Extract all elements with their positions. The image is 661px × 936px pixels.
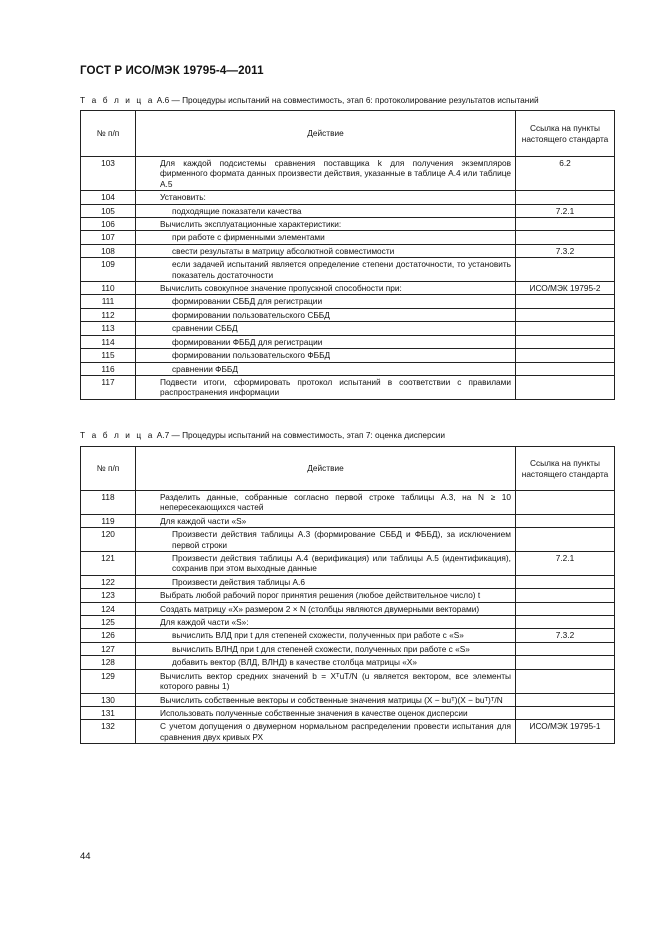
row-num: 114 [81,335,136,348]
row-ref [516,514,615,527]
row-action: Для каждой части «S» [136,514,516,527]
table-row [81,629,615,642]
row-num: 129 [81,669,136,693]
row-num: 116 [81,362,136,375]
row-num: 111 [81,295,136,308]
row-num: 107 [81,231,136,244]
row-ref [516,322,615,335]
row-action: Выбрать любой рабочий порог принятия решения (любое действительное число) t [136,589,516,602]
table-row [81,528,615,552]
row-ref [516,656,615,669]
table-a7-caption [80,430,445,440]
row-ref [516,295,615,308]
row-action: Использовать полученные собственные значения в качестве оценок дисперсии [136,706,516,719]
table-row [81,669,615,693]
row-action: Произвести действия таблицы А.3 (формирование СББД и ФББД), за исключением первой строки [136,528,516,552]
page-number: 44 [80,851,91,862]
table-a7 [80,446,615,744]
row-num: 108 [81,244,136,257]
row-num: 120 [81,528,136,552]
row-num: 105 [81,204,136,217]
row-action: формировании ФББД для регистрации [136,335,516,348]
row-ref [516,258,615,282]
row-num: 126 [81,629,136,642]
table-row [81,349,615,362]
row-action: формировании пользовательского СББД [136,308,516,321]
row-ref [516,528,615,552]
table-row [81,693,615,706]
row-action: свести результаты в матрицу абсолютной совместимости [136,244,516,257]
table-row [81,375,615,399]
header-ref: Ссылка на пункты настоящего стандарта [516,111,615,157]
row-ref [516,191,615,204]
row-ref [516,669,615,693]
row-action: сравнении ФББД [136,362,516,375]
row-ref [516,575,615,588]
table-row [81,282,615,295]
row-num: 103 [81,157,136,191]
row-num: 127 [81,642,136,655]
row-ref [516,218,615,231]
row-ref [516,362,615,375]
row-ref [516,602,615,615]
row-ref [516,349,615,362]
table-row [81,514,615,527]
row-num: 131 [81,706,136,719]
row-action: Вычислить совокупное значение пропускной способности при: [136,282,516,295]
row-action: С учетом допущения о двумерном нормальном распределении провести испытания для сравнения двух кривых РХ [136,720,516,744]
header-action: Действие [136,111,516,157]
row-num: 117 [81,375,136,399]
row-action: Вычислить собственные векторы и собственные значения матрицы (X − buᵀ)(X − buᵀ)ᵀ/N [136,693,516,706]
row-ref [516,491,615,515]
header-action: Действие [136,447,516,491]
row-action: Вычислить эксплуатационные характеристики: [136,218,516,231]
row-ref: 6.2 [516,157,615,191]
caption-text: А.7 — Процедуры испытаний на совместимость, этап 7: оценка дисперсии [156,430,446,440]
header-ref: Ссылка на пункты настоящего стандарта [516,447,615,491]
table-header-row [81,447,615,491]
row-num: 132 [81,720,136,744]
row-action: Для каждой части «S»: [136,616,516,629]
row-action: Вычислить вектор средних значений b = XᵀuT/N (u является вектором, все элементы которого равны 1) [136,669,516,693]
table-row [81,157,615,191]
row-num: 110 [81,282,136,295]
row-ref: 7.2.1 [516,204,615,217]
row-num: 118 [81,491,136,515]
row-num: 106 [81,218,136,231]
document-header: ГОСТ Р ИСО/МЭК 19795-4—2011 [80,64,264,77]
row-ref: 7.2.1 [516,552,615,576]
row-action: формировании пользовательского ФББД [136,349,516,362]
caption-prefix: Т а б л и ц а [80,95,155,105]
row-ref [516,616,615,629]
row-ref [516,693,615,706]
table-a6-caption [80,95,539,105]
table-row [81,642,615,655]
row-ref: 7.3.2 [516,244,615,257]
row-num: 113 [81,322,136,335]
row-num: 104 [81,191,136,204]
row-num: 125 [81,616,136,629]
row-ref: 7.3.2 [516,629,615,642]
row-ref [516,375,615,399]
table-row [81,362,615,375]
row-num: 115 [81,349,136,362]
table-row [81,191,615,204]
row-ref [516,335,615,348]
table-row [81,552,615,576]
row-ref [516,231,615,244]
header-num: № п/п [81,447,136,491]
row-action: сравнении СББД [136,322,516,335]
table-a6 [80,110,615,400]
table-row [81,602,615,615]
row-action: Для каждой подсистемы сравнения поставщика k для получения экземпляров фирменного формата данных произвести действия, указанные в таблице А.4 или таблице А.5 [136,157,516,191]
table-row [81,231,615,244]
row-ref [516,589,615,602]
table-row [81,295,615,308]
row-num: 121 [81,552,136,576]
table-row [81,218,615,231]
row-num: 123 [81,589,136,602]
header-num: № п/п [81,111,136,157]
table-row [81,322,615,335]
row-num: 112 [81,308,136,321]
row-ref [516,706,615,719]
row-action: формировании СББД для регистрации [136,295,516,308]
row-ref [516,642,615,655]
table-row [81,204,615,217]
row-action: Подвести итоги, сформировать протокол испытаний в соответствии с правилами распространения информации [136,375,516,399]
table-row [81,656,615,669]
caption-text: А.6 — Процедуры испытаний на совместимость, этап 6: протоколирование результатов испытаний [156,95,539,105]
row-num: 119 [81,514,136,527]
table-header-row [81,111,615,157]
row-action: если задачей испытаний является определение степени достаточности, то установить показатель достаточности [136,258,516,282]
caption-prefix: Т а б л и ц а [80,430,155,440]
row-num: 124 [81,602,136,615]
table-row [81,244,615,257]
table-row [81,308,615,321]
row-action: Установить: [136,191,516,204]
row-action: вычислить ВЛНД при t для степеней схожести, полученных при работе с «S» [136,642,516,655]
row-action: подходящие показатели качества [136,204,516,217]
row-num: 130 [81,693,136,706]
row-ref: ИСО/МЭК 19795-1 [516,720,615,744]
row-num: 122 [81,575,136,588]
row-action: Разделить данные, собранные согласно первой строке таблицы А.3, на N ≥ 10 непересекающихся частей [136,491,516,515]
table-row [81,491,615,515]
table-row [81,258,615,282]
row-action: Произвести действия таблицы А.4 (верификация) или таблицы А.5 (идентификация), сохранив при этом выходные данные [136,552,516,576]
row-num: 128 [81,656,136,669]
row-action: вычислить ВЛД при t для степеней схожести, полученных при работе с «S» [136,629,516,642]
table-row [81,335,615,348]
table-row [81,706,615,719]
table-row [81,575,615,588]
row-action: Произвести действия таблицы А.6 [136,575,516,588]
table-row [81,616,615,629]
row-action: Создать матрицу «X» размером 2 × N (столбцы являются двумерными векторами) [136,602,516,615]
row-action: добавить вектор (ВЛД, ВЛНД) в качестве столбца матрицы «X» [136,656,516,669]
row-ref: ИСО/МЭК 19795-2 [516,282,615,295]
row-action: при работе с фирменными элементами [136,231,516,244]
table-row [81,720,615,744]
row-ref [516,308,615,321]
table-row [81,589,615,602]
row-num: 109 [81,258,136,282]
